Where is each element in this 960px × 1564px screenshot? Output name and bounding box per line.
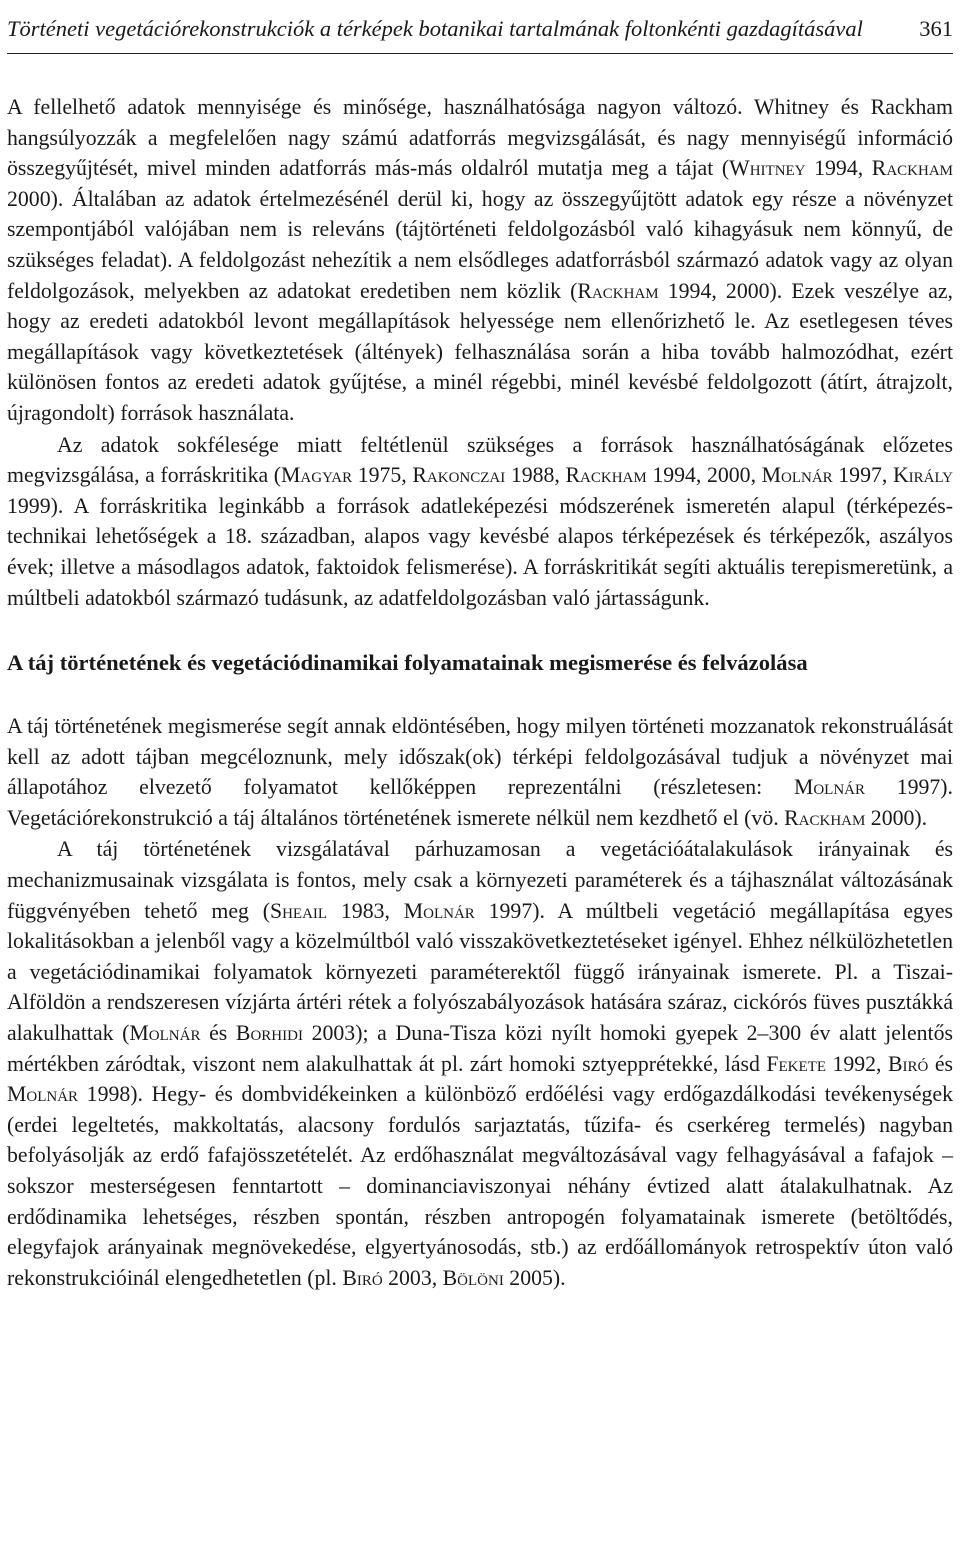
text-run: 1997). Vegetációrekonstrukció a táj általános történetének ismerete nélkül nem kezdhető el (vö. — [7, 775, 953, 830]
author-citation: Sheail — [269, 898, 328, 923]
text-run: 1997). A múltbeli vegetáció megállapítása egyes lokalitásokban a jelenből vagy a közelmúltból való visszakövetkeztetéseket igényel. Ehhez nélkülözhetetlen a vegetációdinamikai folyamatok környezeti paraméterektől függő irányainak ismerete. Pl. a Tiszai-Alföldön a rendszeresen vízjárta ártéri rétek a folyószabályozások hatására száraz, cickórós füves pusztákká alakulhattak ( — [7, 898, 953, 1046]
author-citation: Molnár — [793, 775, 865, 800]
text-run: 1998). Hegy- és dombvidékeinken a különböző erdőélési vagy erdőgazdálkodási tevékenységek (erdei legeltetés, makkoltatás, alacsony fordulós sarjaztatás, tűzifa- és cserkéreg termelés) nagyban befolyásolják az erdő fafajösszetételét. Az erdőhasználat megváltozásával vagy felhagyásával a fafajok – sokszor mesterségesen fenntartott – dominanciaviszonyai néhány évtized alatt átalakulhatnak. Az erdődinamika lehetséges, részben spontán, részben antropogén folyamatainak ismerete (betöltődés, elegyfajok arányainak megnövekedése, elgyertyánosodás, stb.) az erdőállományok retrospektív úton való rekonstrukcióinál elengedhetetlen (pl. — [7, 1082, 953, 1290]
paragraph-2 — [7, 430, 953, 614]
text-run: 1997, — [832, 463, 893, 488]
text-run: 1994, 2000). Ezek veszélye az, hogy az eredeti adatokból levont megállapítások helyessége nem ellenőrizhető le. Az esetlegesen téves megállapítások vagy következtetések (áltények) felhasználása során a hiba tovább halmozódhat, ezért különösen fontos az eredeti adatok gyűjtése, a minél régebbi, minél kevésbé feldolgozott (átírt, átrajzolt, újragondolt) források használata. — [7, 278, 953, 425]
author-citation: Biró — [342, 1265, 383, 1290]
author-citation: Molnár — [403, 898, 475, 923]
author-citation: Bölöni — [442, 1265, 504, 1290]
text-run: 2005). — [503, 1265, 566, 1290]
text-run: A táj történetének megismerése segít annak eldöntésében, hogy milyen történeti mozzanatok rekonstruálását kell az adott tájban megcéloznunk, mely időszak(ok) térképi feldolgozásával tudjuk a növényzet mai állapotához elvezető folyamatot kellőképpen reprezentálni (részletesen: — [7, 714, 953, 800]
author-citation: Rackham — [565, 463, 647, 488]
author-citation: Biró — [887, 1051, 929, 1076]
author-citation: Király — [892, 463, 954, 488]
author-citation: Rackham — [577, 278, 659, 303]
author-citation: Rackham — [784, 805, 866, 830]
text-run: 2003, — [382, 1265, 443, 1290]
paragraph-1 — [7, 92, 953, 429]
text-run: 1994, — [805, 156, 872, 181]
text-run: 2000). Általában az adatok értelmezésénél derül ki, hogy az összegyűjtött adatok egy része a növényzet szempontjából valójában nem is releváns (tájtörténeti feldolgozásból való kihagyásuk nem könnyű, de szükséges feladat). A feldolgozást nehezítik a nem elsődleges adatforrásból származó adatok vagy az olyan feldolgozások, melyekben az adatokat eredetiben nem közlik ( — [7, 186, 953, 303]
author-citation: Rackham — [871, 156, 953, 181]
text-run: és — [200, 1021, 236, 1046]
text-run: 1975, — [352, 463, 413, 488]
author-citation: Molnár — [761, 463, 833, 488]
page-number: 361 — [919, 16, 953, 41]
text-run: 2000). — [865, 805, 928, 830]
text-run: Az adatok sokfélesége miatt feltétlenül szükséges a források használhatóságának előzetes megvizsgálása, a forráskritika ( — [7, 432, 953, 488]
running-title: Történeti vegetációrekonstrukciók a térképek botanikai tartalmának foltonkénti gazdagításával — [7, 16, 863, 41]
text-run: A táj történetének vizsgálatával párhuzamosan a vegetációátalakulások irányainak és mechanizmusainak vizsgálata is fontos, mely csak a környezeti paraméterek és a tájhasználat változásának függvényében tehető meg ( — [7, 837, 953, 923]
author-citation: Molnár — [129, 1021, 201, 1046]
text-run: és — [928, 1051, 953, 1076]
paragraph-4 — [7, 834, 953, 1293]
author-citation: Rakonczai — [412, 463, 506, 488]
author-citation: Molnár — [7, 1082, 79, 1107]
author-citation: Whitney — [729, 156, 806, 181]
text-run: A fellelhető adatok mennyisége és minősége, használhatósága nagyon változó. Whitney és Rackham hangsúlyozzák a megfelelően nagy számú adatforrás megvizsgálását, és nagy mennyiségű információ összegyűjtését, mivel minden adatforrás más-más oldalról mutatja meg a tájat ( — [7, 95, 953, 181]
text-run: 1983, — [327, 898, 404, 923]
text-run: 1994, 2000, — [646, 463, 762, 488]
text-run: 1988, — [505, 463, 566, 488]
section-heading: A táj történetének és vegetációdinamikai folyamatainak megismerése és felvázolása — [7, 650, 808, 676]
running-header — [7, 14, 953, 54]
author-citation: Fekete — [766, 1051, 826, 1076]
paragraph-3 — [7, 711, 953, 833]
text-run: 1999). A forráskritika leginkább a források adatleképezési módszerének ismeretén alapul (térképezés-technikai lehetőségek a 18. században, alapos vagy kevésbé alapos térképezések és térképezők, aszályos évek; illetve a másodlagos adatok, faktoidok felismerése). A forráskritikát segíti aktuális terepismeretünk, a múltbeli adatokból származó tudásunk, az adatfeldolgozásban való jártasságunk. — [7, 493, 953, 610]
author-citation: Magyar — [281, 463, 353, 488]
text-run: 1992, — [825, 1051, 888, 1076]
text-run: 2003); a Duna-Tisza közi nyílt homoki gyepek 2–300 év alatt jelentős mértékben záródtak, viszont nem alakulhattak át pl. zárt homoki sztyepprétekké, lásd — [7, 1021, 953, 1076]
author-citation: Borhidi — [235, 1021, 303, 1046]
